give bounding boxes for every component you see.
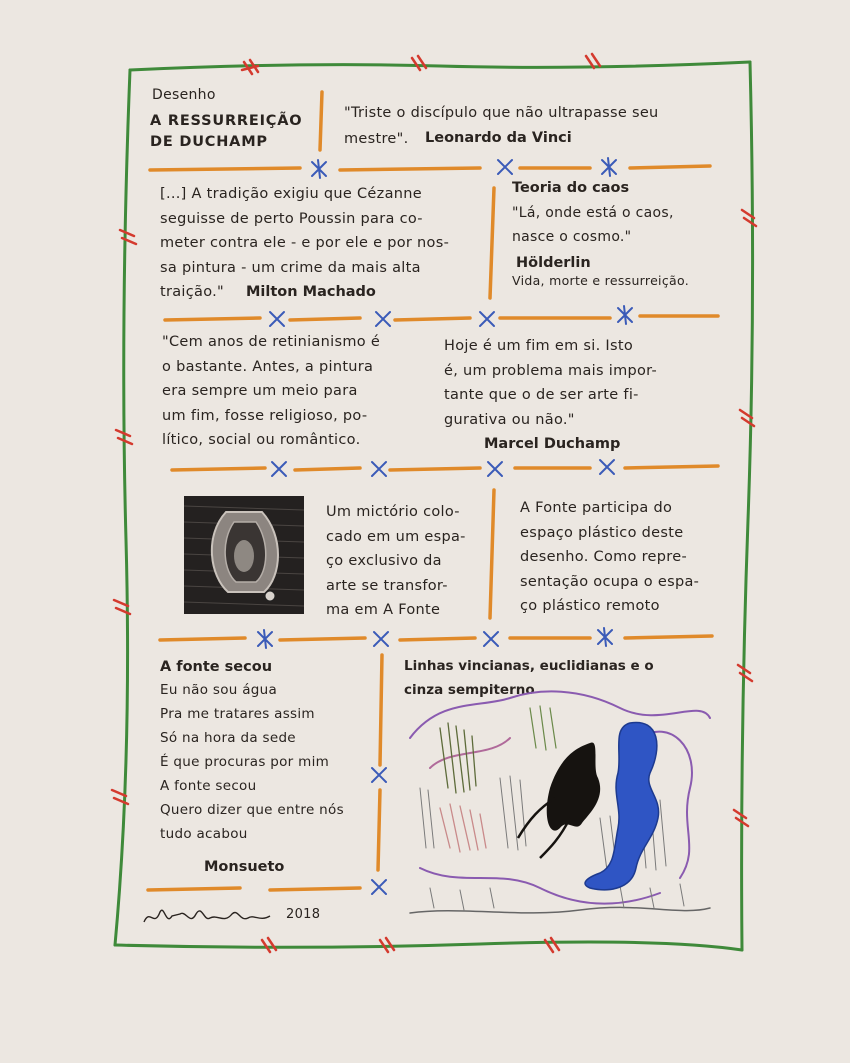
poem-line: Só na hora da sede <box>160 730 296 746</box>
fonte-line: ma em A Fonte <box>326 602 441 618</box>
caos-subtitle: Vida, morte e ressurreição. <box>512 273 689 288</box>
holderlin-author: Hölderlin <box>516 255 591 271</box>
poem-line: Eu não sou água <box>160 682 278 698</box>
fonte-line: arte se transfor- <box>326 577 448 594</box>
machado-author: Milton Machado <box>246 284 376 300</box>
quote-line: "Cem anos de retinianismo é <box>162 334 381 350</box>
monsueto-author: Monsueto <box>204 859 285 875</box>
quote-line: tante que o de ser arte fi- <box>444 387 639 403</box>
da-vinci-quote-line1: "Triste o discípulo que não ultrapasse seu <box>344 105 659 121</box>
quote-line: o bastante. Antes, a pintura <box>162 358 374 375</box>
quote-line: seguisse de perto Poussin para co- <box>160 210 423 227</box>
da-vinci-quote-line2: mestre". <box>344 131 409 147</box>
quote-line: sa pintura - um crime da mais alta <box>160 259 421 276</box>
poem-line: Pra me tratares assim <box>160 706 315 722</box>
quote-line: Hoje é um fim em si. Isto <box>444 338 633 354</box>
poem-line: Quero dizer que entre nós <box>160 802 344 818</box>
quote-line: traição." <box>160 284 225 300</box>
vincianas-title-line2: cinza sempiterno <box>404 682 535 698</box>
drawing-label: Desenho <box>152 87 216 103</box>
poem-line: É que procuras por mim <box>160 754 330 770</box>
quote-line: lítico, social ou romântico. <box>162 432 361 448</box>
caos-title: Teoria do caos <box>512 180 630 196</box>
caos-quote-line1: "Lá, onde está o caos, <box>512 205 674 221</box>
quote-line: era sempre um meio para <box>162 383 358 399</box>
fonte-line: Um mictório colo- <box>326 504 460 520</box>
fonte-line: A Fonte participa do <box>520 500 673 516</box>
quote-line: um fim, fosse religioso, po- <box>162 407 368 424</box>
poem-line: tudo acabou <box>160 826 248 842</box>
fonte-line: espaço plástico deste <box>520 524 684 541</box>
fountain-image <box>184 496 304 614</box>
caos-quote-line2: nasce o cosmo." <box>512 229 632 245</box>
duchamp-author: Marcel Duchamp <box>484 436 621 452</box>
poem-line: A fonte secou <box>160 778 257 794</box>
da-vinci-author: Leonardo da Vinci <box>425 130 572 146</box>
poem-title: A fonte secou <box>160 659 273 675</box>
quote-line: [...] A tradição exigiu que Cézanne <box>160 186 422 202</box>
drawing-title-line2: DE DUCHAMP <box>150 134 268 150</box>
quote-line: é, um problema mais impor- <box>444 362 658 379</box>
fonte-line: cado em um espa- <box>326 528 466 545</box>
fonte-line: ço plástico remoto <box>520 598 660 614</box>
fonte-line: ço exclusivo da <box>326 553 442 569</box>
signature-year: 2018 <box>286 907 321 922</box>
quote-line: meter contra ele - e por ele e por nos- <box>160 235 450 251</box>
drawing-title-line1: A RESSURREIÇÃO <box>150 113 303 129</box>
fonte-line: sentação ocupa o espa- <box>520 573 700 590</box>
quote-line: gurativa ou não." <box>444 411 575 428</box>
fonte-line: desenho. Como repre- <box>520 549 687 565</box>
abstract-drawing <box>400 678 720 930</box>
vincianas-title-line1: Linhas vincianas, euclidianas e o <box>404 658 654 674</box>
